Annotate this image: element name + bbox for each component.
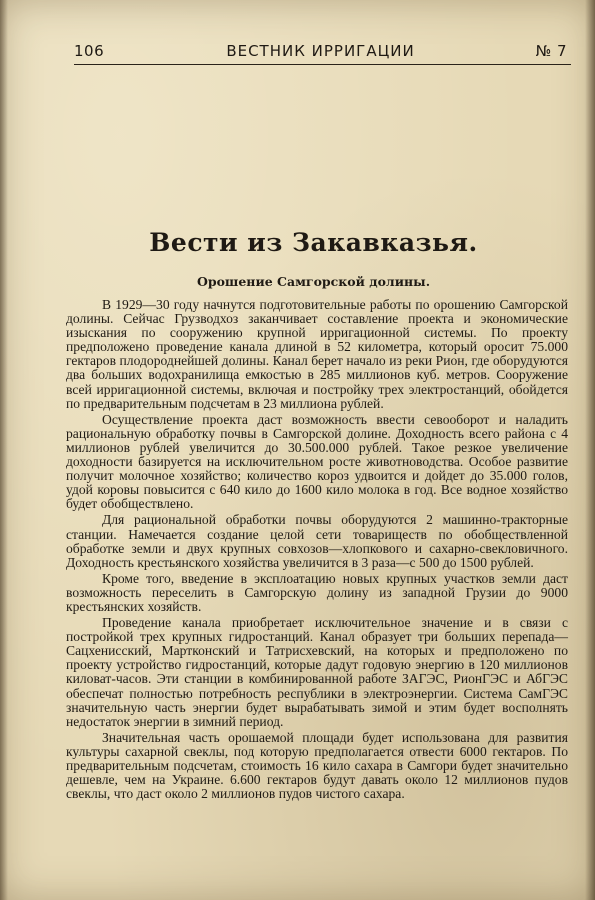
- paragraph: Для рациональной обработки почвы оборудуются 2 машинно-тракторные станции. Намечается создание целой сети товариществ по обобществленной обработке земли и двух крупных совхозов—хлопкового и сахарно-свекловичного. Доходность крестьянского хозяйства увеличится в 3 раза—с 500 до 1500 рублей.: [66, 512, 568, 570]
- paragraph: Осуществление проекта даст возможность ввести севооборот и наладить рациональную обработку почвы в Самгорской долине. Доходность всего района с 4 миллионов рублей увеличится до 30.500.000 рублей. Такое резкое увеличение доходности базируется на исключительном росте животноводства. Особое развитие получит молочное хозяйство; количество короз удвоится и дойдет до 35.000 голов, удой коровы повысится с 640 кило до 1600 кило молока в год. Все водное хозяйство будет обобществлено.: [66, 411, 568, 512]
- paragraph: Значительная часть орошаемой площади будет использована для развития культуры сахарной свеклы, под которую предполагается отвести 6000 гектаров. По предварительным подсчетам, стоимость 16 кило сахара в Самгори будет значительно дешевле, чем на Украине. 6.600 гектаров будут давать около 12 миллионов пудов свеклы, что даст около 2 миллионов пудов чистого сахара.: [66, 729, 568, 802]
- article-title: Вести из Закавказья.: [149, 228, 478, 257]
- page-number: 106: [74, 42, 105, 60]
- issue-number: № 7: [535, 42, 567, 60]
- header-rule: [74, 64, 571, 65]
- paragraph: Проведение канала приобретает исключительное значение и в связи с постройкой трех крупных гидростанций. Канал образует три больших перепада—Сацхенисский, Мартконский и Татрисхевский, на которых и предположено по проекту устройство гидростанций, которые дадут годовую энергию в 120 миллионов киловат-часов. Эти станции в комбинированной работе ЗАГЭС, РионГЭС и АбГЭС обеспечат полностью потребность республики в электроэнергии. Система СамГЭС значительную часть энергии будет вырабатывать зимой и этим будет восполнять недостаток энергии в зимний период.: [66, 615, 568, 729]
- page-edge-shadow-left: [0, 0, 8, 900]
- paragraph: В 1929—30 году начнутся подготовительные работы по орошению Самгорской долины. Сейчас Грузводхоз заканчивает составление проекта и экономические изыскания по сооружению крупной ирригационной системы. По проекту предположено проведение канала длиной в 52 километра, который оросит 75.000 гектаров плодороднейшей долины. Канал берет начало из реки Рион, где оборудуются два больших водохранилища емкостью в 285 миллионов куб. метров. Сооружение всей ирригационной системы, включая и постройку трех электростанций, обойдется по предварительным подсчетам в 23 миллиона рублей.: [66, 297, 568, 411]
- paragraph: Кроме того, введение в эксплоатацию новых крупных участков земли даст возможность переселить в Самгорскую долину из западной Грузии до 9000 крестьянских хозяйств.: [66, 570, 568, 614]
- running-header: [74, 42, 567, 64]
- journal-title: ВЕСТНИК ИРРИГАЦИИ: [226, 42, 415, 60]
- page-edge-shadow-right: [585, 0, 595, 900]
- article-subtitle: Орошение Самгорской долины.: [196, 274, 431, 289]
- article-body: [66, 298, 568, 803]
